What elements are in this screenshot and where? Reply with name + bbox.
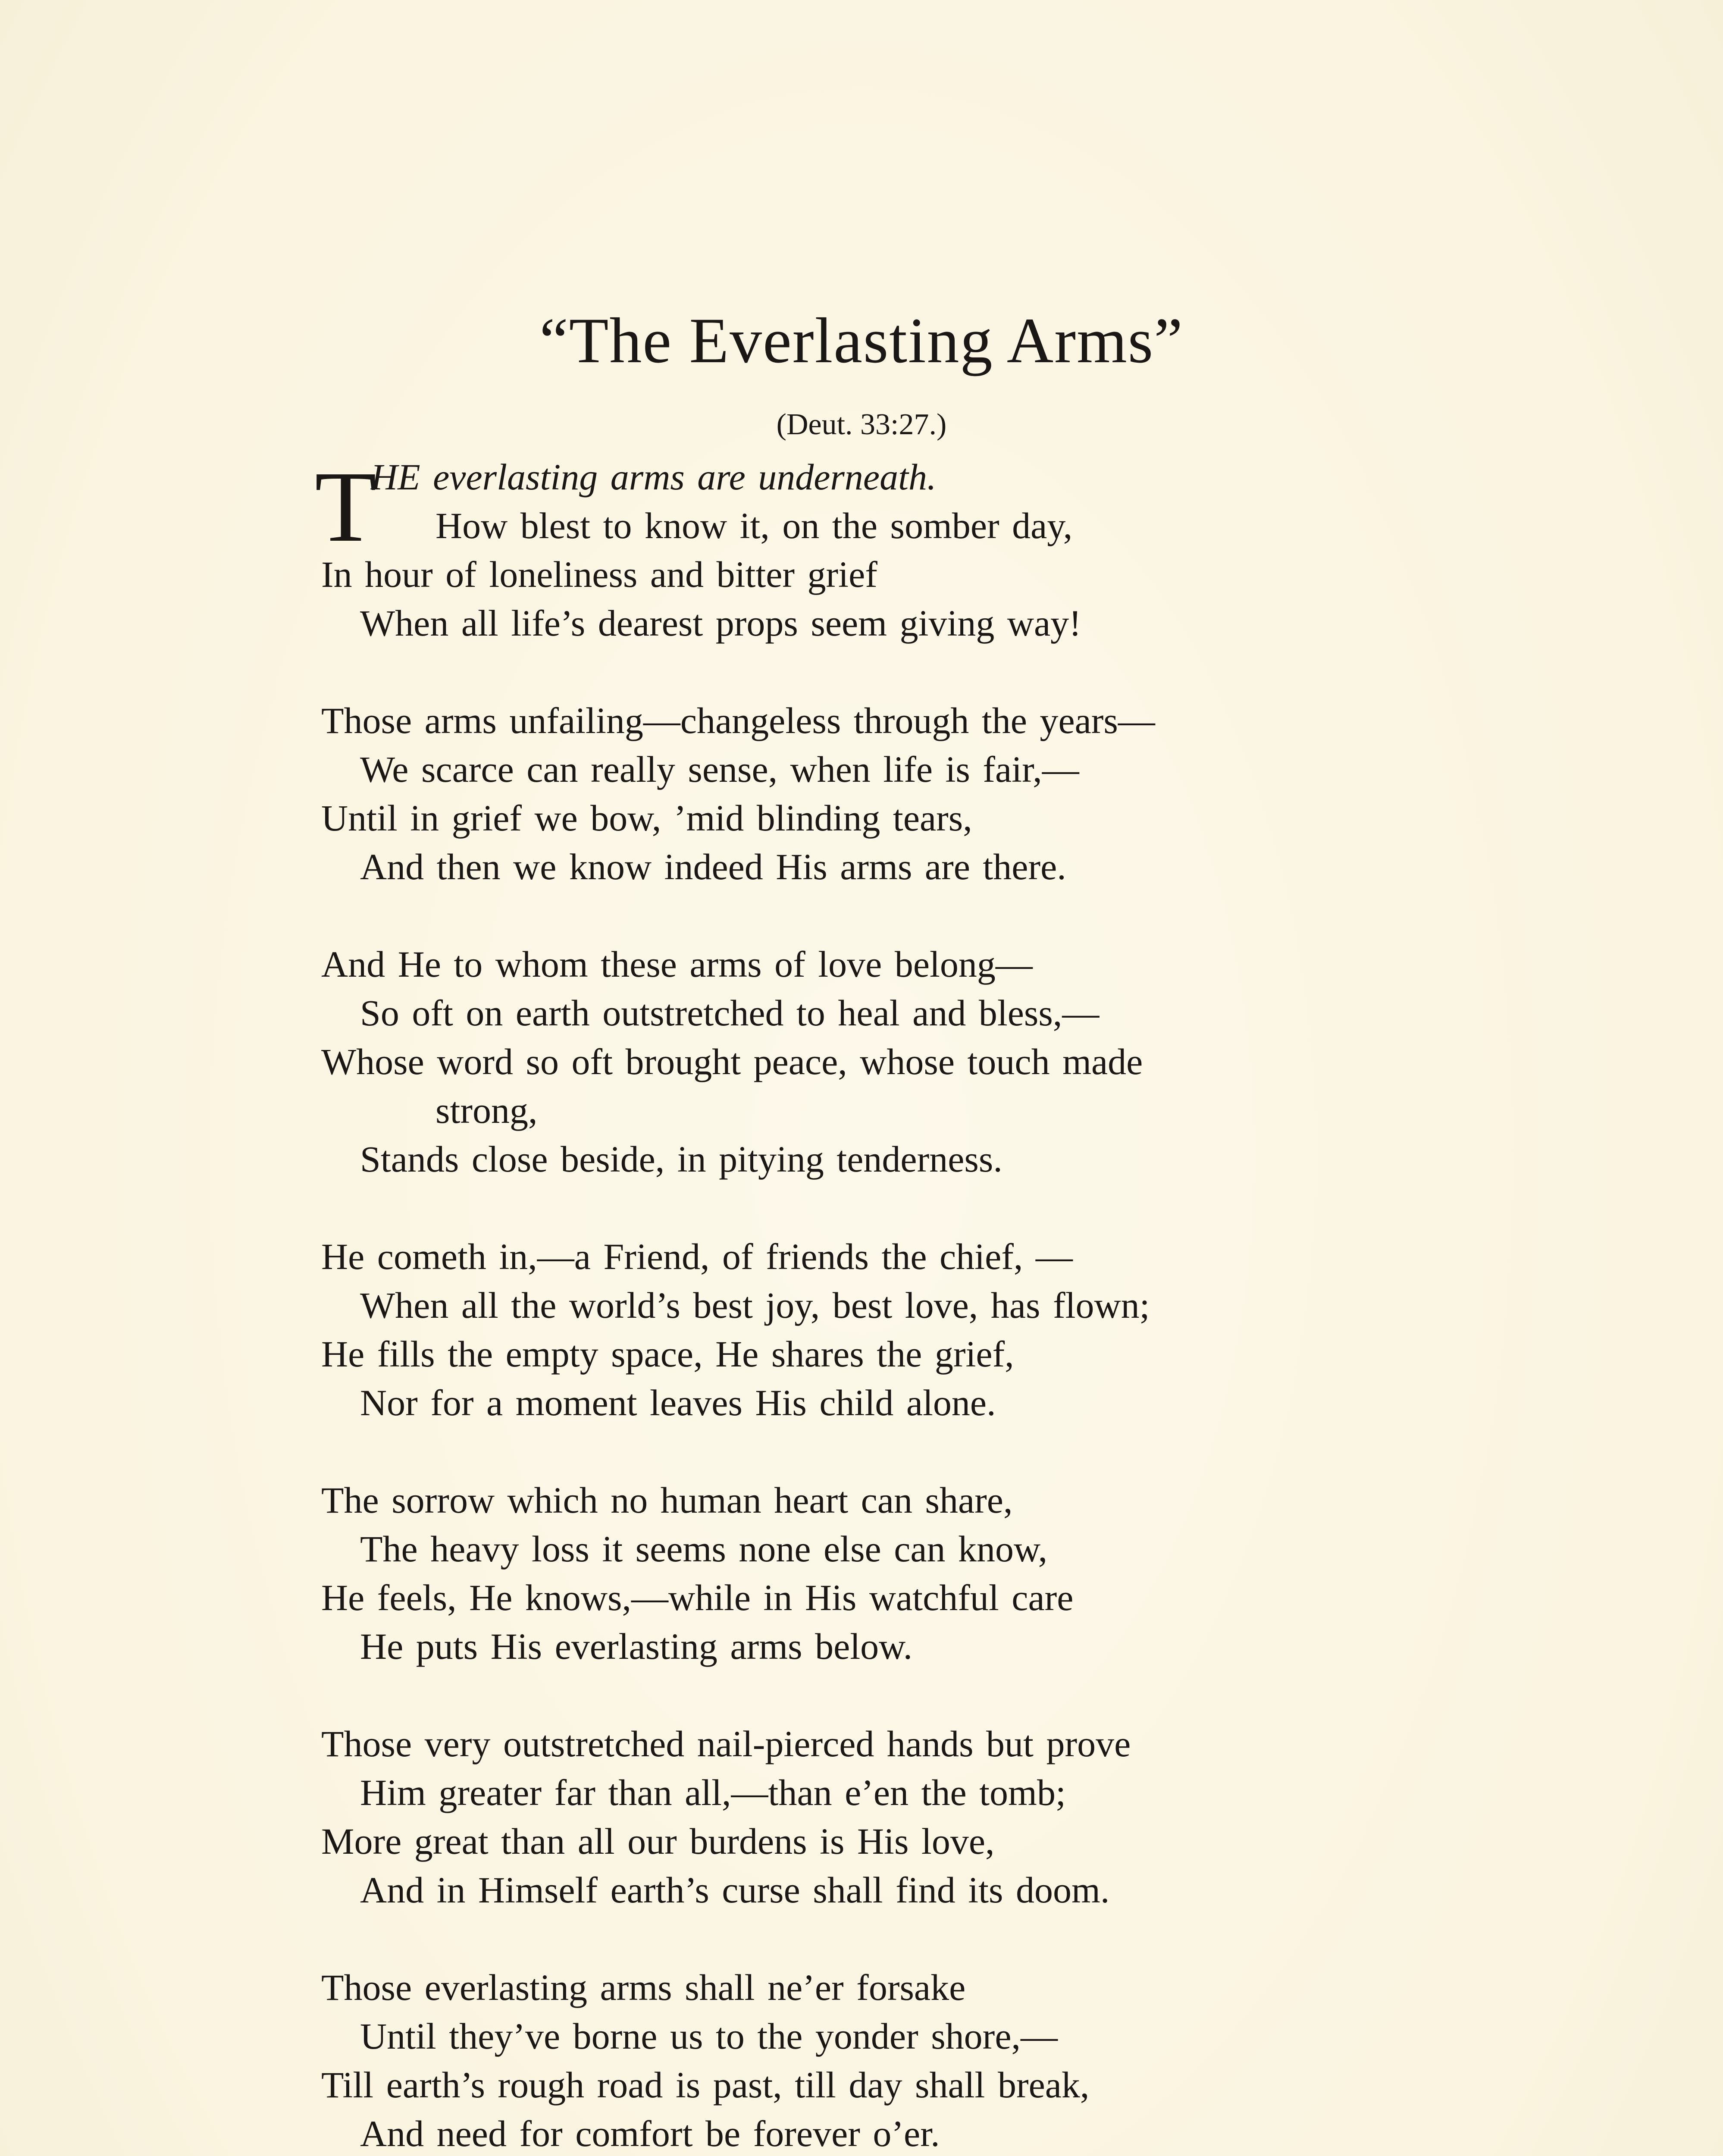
stanza-5 <box>321 1476 1572 1671</box>
poem-line: And then we know indeed His arms are there. <box>360 846 1066 887</box>
poem-line: Those very outstretched nail-pierced hands but prove <box>321 1723 1131 1764</box>
poem-line: He puts His everlasting arms below. <box>360 1626 913 1667</box>
poem-line: Until in grief we bow, ’mid blinding tears, <box>321 797 972 839</box>
poem-line: Nor for a moment leaves His child alone. <box>360 1382 996 1423</box>
stanza-gap <box>321 1915 1572 1963</box>
poem-line: He cometh in,—a Friend, of friends the chief, — <box>321 1236 1073 1277</box>
poem-line: How blest to know it, on the somber day, <box>435 505 1073 546</box>
poem-line: Stands close beside, in pitying tenderness. <box>360 1138 1002 1180</box>
poem-line: Till earth’s rough road is past, till day shall break, <box>321 2064 1090 2106</box>
poem-line: We scarce can really sense, when life is fair,— <box>360 749 1079 790</box>
poem-line: He feels, He knows,—while in His watchful care <box>321 1577 1074 1618</box>
poem-line: And need for comfort be forever o’er. <box>360 2113 940 2154</box>
stanza-gap <box>321 891 1572 940</box>
stanza-3 <box>321 940 1572 1184</box>
poem-line: Him greater far than all,—than e’en the tomb; <box>360 1772 1066 1813</box>
poem-line: When all the world’s best joy, best love, has flown; <box>360 1285 1150 1326</box>
stanza-6 <box>321 1720 1572 1915</box>
poem-body <box>315 451 1572 2156</box>
poem-line: HE everlasting arms are underneath. <box>371 456 937 498</box>
poem-title: “The Everlasting Arms” <box>539 305 1184 376</box>
poem-line: He fills the empty space, He shares the grief, <box>321 1333 1014 1375</box>
poem-line: So oft on earth outstretched to heal and bless,— <box>360 992 1100 1034</box>
poem-line: More great than all our burdens is His love, <box>321 1821 995 1862</box>
poem-line: And in Himself earth’s curse shall find its doom. <box>360 1869 1110 1911</box>
stanza-7 <box>321 1963 1572 2156</box>
poem-line: Those everlasting arms shall ne’er forsake <box>321 1967 966 2008</box>
stanza-gap <box>321 1427 1572 1476</box>
scripture-reference: (Deut. 33:27.) <box>776 408 947 441</box>
stanza-1 <box>315 451 1572 648</box>
poem-line: When all life’s dearest props seem giving way! <box>360 602 1081 644</box>
stanza-gap <box>321 1671 1572 1720</box>
poem-line: The sorrow which no human heart can share, <box>321 1479 1013 1521</box>
stanza-gap <box>321 648 1572 696</box>
poem-line: strong, <box>435 1090 538 1131</box>
drop-cap: T <box>315 451 377 563</box>
poem-line: And He to whom these arms of love belong— <box>321 943 1033 985</box>
stanza-4 <box>321 1232 1572 1427</box>
poem-line: In hour of loneliness and bitter grief <box>321 554 877 595</box>
stanza-gap <box>321 1184 1572 1232</box>
poem-line: Until they’ve borne us to the yonder shore,— <box>360 2015 1058 2057</box>
poem-line: Whose word so oft brought peace, whose touch made <box>321 1041 1143 1082</box>
poem-line: Those arms unfailing—changeless through the years— <box>321 700 1155 741</box>
poem-line: The heavy loss it seems none else can know, <box>360 1528 1048 1570</box>
stanza-2 <box>321 696 1572 891</box>
